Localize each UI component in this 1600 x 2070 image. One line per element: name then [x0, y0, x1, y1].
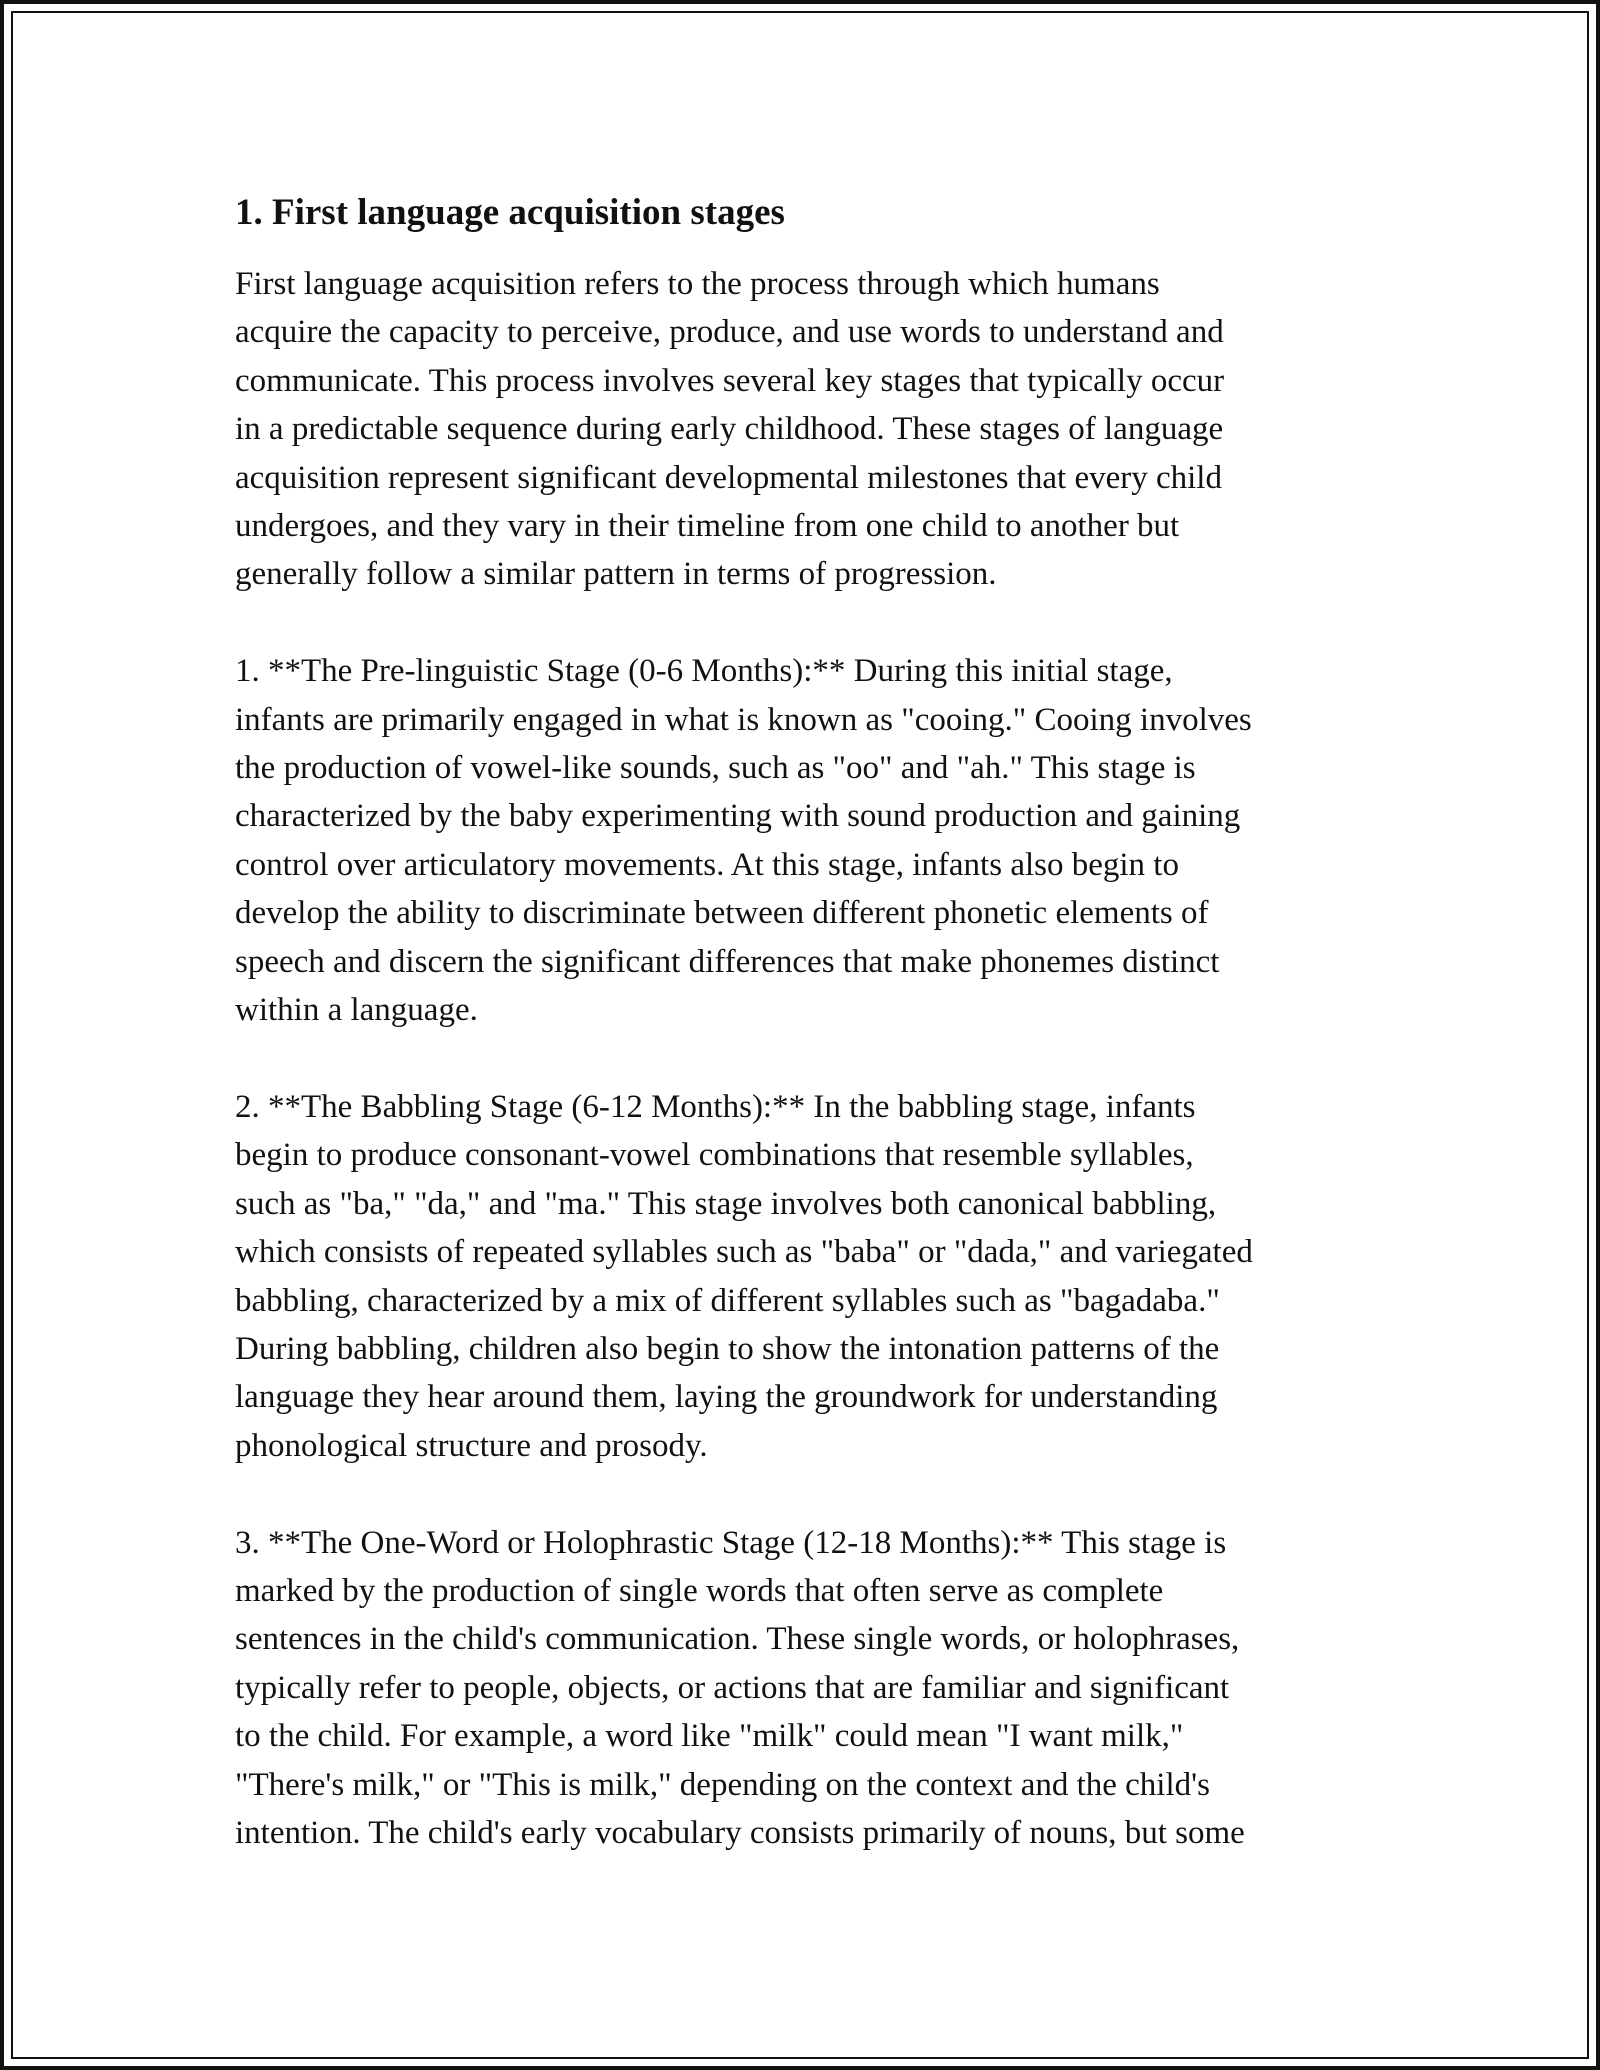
- paragraph-babbling-stage: 2. **The Babbling Stage (6-12 Months):** In the babbling stage, infants begin to produce consonant-vowel combinations that resemble syllables, such as "ba," "da," and "ma." This stage involves both canonical babbling, which consists of repeated syllables such as "baba" or "dada," and variegated babbling, characterized by a mix of different syllables such as "bagadaba." During babbling, children also begin to show the intonation patterns of the language they hear around them, laying the groundwork for understanding phonological structure and prosody.: [235, 1088, 1253, 1464]
- document-title: 1. First language acquisition stages: [235, 192, 785, 233]
- paragraph-one-word-stage: 3. **The One-Word or Holophrastic Stage (12-18 Months):** This stage is marked by the production of single words that often serve as complete sentences in the child's communication. These single words, or holophrases, typically refer to people, objects, or actions that are familiar and significant to the child. For example, a word like "milk" could mean "I want milk," "There's milk," or "This is milk," depending on the context and the child's intention. The child's early vocabulary consists primarily of nouns, but some: [235, 1524, 1245, 1851]
- document-body: [235, 188, 1415, 1857]
- paragraph-prelinguistic-stage: 1. **The Pre-linguistic Stage (0-6 Months):** During this initial stage, infants are primarily engaged in what is known as "cooing." Cooing involves the production of vowel-like sounds, such as "oo" and "ah." This stage is characterized by the baby experimenting with sound production and gaining control over articulatory movements. At this stage, infants also begin to develop the ability to discriminate between different phonetic elements of speech and discern the significant differences that make phonemes distinct within a language.: [235, 653, 1252, 1029]
- paragraph-introduction: First language acquisition refers to the process through which humans acquire the capacity to perceive, produce, and use words to understand and communicate. This process involves several key stages that typically occur in a predictable sequence during early childhood. These stages of language acquisition represent significant developmental milestones that every child undergoes, and they vary in their timeline from one child to another but generally follow a similar pattern in terms of progression.: [235, 266, 1225, 593]
